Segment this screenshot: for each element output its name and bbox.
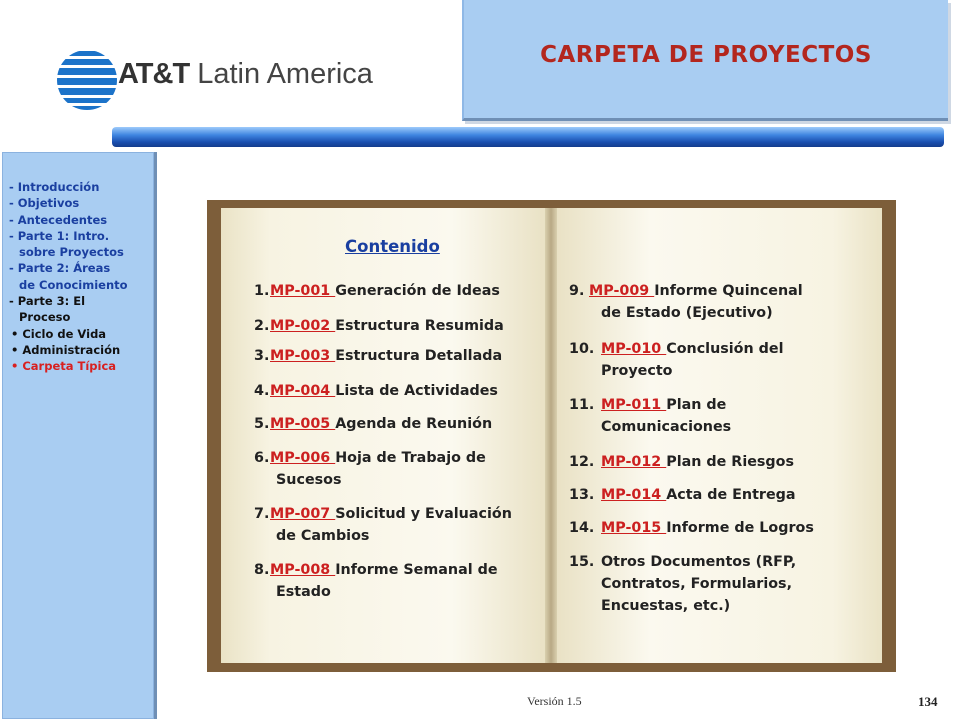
- item-title-continued: Sucesos: [276, 472, 342, 488]
- item-title: Informe Semanal de: [335, 562, 498, 578]
- document-link-mp011[interactable]: MP-011: [601, 397, 667, 413]
- book-spine: [545, 208, 557, 663]
- item-number: 10.: [569, 341, 595, 357]
- item-title-continued: de Estado (Ejecutivo): [601, 305, 773, 321]
- item-number: 7.: [254, 506, 270, 522]
- sidebar-item-antecedentes[interactable]: - Antecedentes: [9, 212, 108, 227]
- item-number: 14.: [569, 520, 595, 536]
- document-link-mp006[interactable]: MP-006: [270, 450, 336, 466]
- item-title-continued: Comunicaciones: [601, 419, 732, 435]
- item-title-continued: de Cambios: [276, 528, 370, 544]
- document-link-mp007[interactable]: MP-007: [270, 506, 336, 522]
- item-title: Solicitud y Evaluación: [335, 506, 512, 522]
- sidebar-item-parte2-cont[interactable]: de Conocimiento: [19, 277, 128, 292]
- item-title: Hoja de Trabajo de: [335, 450, 486, 466]
- document-link-mp010[interactable]: MP-010: [601, 341, 667, 357]
- item-title: Generación de Ideas: [335, 283, 500, 299]
- item-number: 3.: [254, 348, 270, 364]
- item-number: 9.: [569, 283, 585, 299]
- sidebar-item-parte3[interactable]: - Parte 3: El: [9, 294, 86, 309]
- item-number: 8.: [254, 562, 270, 578]
- version-label: Versión 1.5: [527, 694, 582, 708]
- item-title: Acta de Entrega: [666, 487, 796, 503]
- item-title-continued: Proyecto: [601, 363, 673, 379]
- sidebar-nav: [9, 179, 128, 375]
- document-link-mp009[interactable]: MP-009: [589, 283, 655, 299]
- book-right-page: [551, 208, 882, 663]
- item-title: Plan de Riesgos: [666, 454, 794, 470]
- document-link-mp015[interactable]: MP-015: [601, 520, 667, 536]
- sidebar-item-parte2[interactable]: - Parte 2: Áreas: [9, 261, 111, 276]
- sidebar: [2, 152, 154, 719]
- document-link-mp014[interactable]: MP-014: [601, 487, 667, 503]
- title-banner: [462, 0, 948, 121]
- brand-name: AT&T Latin America: [118, 58, 373, 90]
- item-number: 2.: [254, 318, 270, 334]
- item-number: 12.: [569, 454, 595, 470]
- item-title: Lista de Actividades: [335, 383, 498, 399]
- document-link-mp005[interactable]: MP-005: [270, 416, 336, 432]
- page-number: 134: [918, 694, 938, 709]
- sidebar-item-introduccion[interactable]: - Introducción: [9, 180, 100, 194]
- sidebar-item-ciclo-de-vida[interactable]: • Ciclo de Vida: [11, 326, 107, 341]
- page-title: CARPETA DE PROYECTOS: [540, 42, 872, 68]
- item-number: 15.: [569, 554, 595, 570]
- sidebar-item-carpeta-tipica[interactable]: • Carpeta Típica: [11, 359, 117, 374]
- document-link-mp008[interactable]: MP-008: [270, 562, 336, 578]
- document-link-mp003[interactable]: MP-003: [270, 348, 336, 364]
- item-number: 1.: [254, 283, 270, 299]
- document-link-mp002[interactable]: MP-002: [270, 318, 336, 334]
- item-title: Informe de Logros: [666, 520, 814, 536]
- item-title: Estructura Resumida: [335, 318, 504, 334]
- open-book-image: [207, 200, 896, 672]
- item-title: Plan de: [666, 397, 727, 413]
- item-title-continued: Encuestas, etc.): [601, 598, 731, 614]
- item-title: Conclusión del: [666, 341, 784, 357]
- item-number: 6.: [254, 450, 270, 466]
- contents-heading: Contenido: [345, 237, 440, 256]
- item-number: 11.: [569, 397, 595, 413]
- document-link-mp004[interactable]: MP-004: [270, 383, 336, 399]
- sidebar-item-parte1-cont[interactable]: sobre Proyectos: [19, 245, 124, 260]
- item-number: 13.: [569, 487, 595, 503]
- item-title: Otros Documentos (RFP,: [601, 554, 797, 570]
- book-left-page: [221, 208, 551, 663]
- document-link-mp001[interactable]: MP-001: [270, 283, 336, 299]
- item-title: Informe Quincenal: [654, 283, 803, 299]
- header-divider-bar: [112, 127, 944, 147]
- item-title: Estructura Detallada: [335, 348, 503, 364]
- sidebar-item-parte1[interactable]: - Parte 1: Intro.: [9, 228, 110, 243]
- item-title-continued: Estado: [276, 584, 331, 600]
- item-number: 4.: [254, 383, 270, 399]
- item-number: 5.: [254, 416, 270, 432]
- item-title: Agenda de Reunión: [335, 416, 493, 432]
- sidebar-item-administracion[interactable]: • Administración: [11, 342, 121, 357]
- sidebar-item-objetivos[interactable]: - Objetivos: [9, 196, 80, 211]
- item-title-continued: Contratos, Formularios,: [601, 576, 792, 592]
- document-link-mp012[interactable]: MP-012: [601, 454, 667, 470]
- sidebar-item-parte3-cont[interactable]: Proceso: [19, 310, 71, 325]
